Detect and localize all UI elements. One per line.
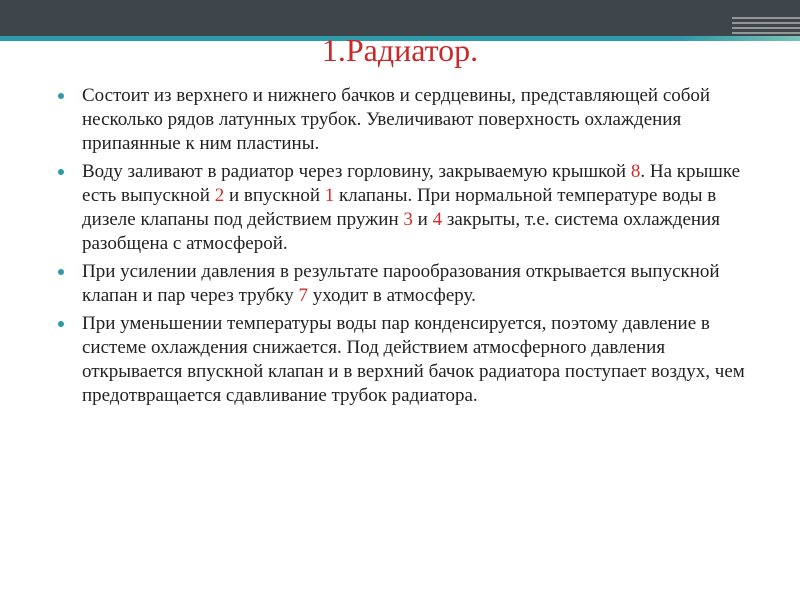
bullet-text [82,261,720,306]
part-number-3: 3 [403,209,413,230]
part-number-2: 2 [214,185,225,206]
bullet-dot-icon [58,93,64,99]
bullet-item [56,160,756,256]
bullet-text-segment: уходит в атмосферу. [308,285,476,306]
slide-title: 1.Радиатор. [321,32,479,68]
bullet-dot-icon [58,269,64,275]
bullet-text-segment: Воду заливают в радиатор через горловину, закрываемую крышкой [82,161,631,182]
bullet-text-segment: . На крышке есть выпускной [82,161,741,206]
bullet-text-segment: При усилении давления в результате парообразования открывается выпускной клапан и пар через трубку [82,261,720,306]
bullet-text: Состоит из верхнего и нижнего бачков и сердцевины, представляющей собой несколько рядов латунных трубок. Увеличивают поверхность охлаждения припаянные к ним пластины. [82,85,711,154]
part-number-1: 1 [324,185,335,206]
bullet-text-segment: закрыты, т.е. система охлаждения разобщена с атмосферой. [82,209,720,254]
bullet-dot-icon [58,321,64,327]
bullet-item [56,312,756,408]
bullet-text: При уменьшении температуры воды пар конденсируется, поэтому давление в системе охлаждения снижается. Под действием атмосферного давления открывается впускной клапан и в верхний бачок радиатора поступает воздух, чем предотвращается сдавливание трубок радиатора. [82,313,745,406]
bullet-text-segment: клапаны. При нормальной температуре воды в дизеле клапаны под действием пружин [82,185,717,230]
bullet-list [56,84,756,412]
bullet-text [82,161,740,254]
bullet-item [56,84,756,156]
bullet-dot-icon [58,169,64,175]
part-number-8: 8 [630,161,641,182]
part-number-4: 4 [432,209,443,230]
bullet-item [56,260,756,308]
bullet-text-segment: и [412,209,433,230]
bullet-text-segment: и впускной [224,185,325,206]
part-number-7: 7 [298,285,309,306]
